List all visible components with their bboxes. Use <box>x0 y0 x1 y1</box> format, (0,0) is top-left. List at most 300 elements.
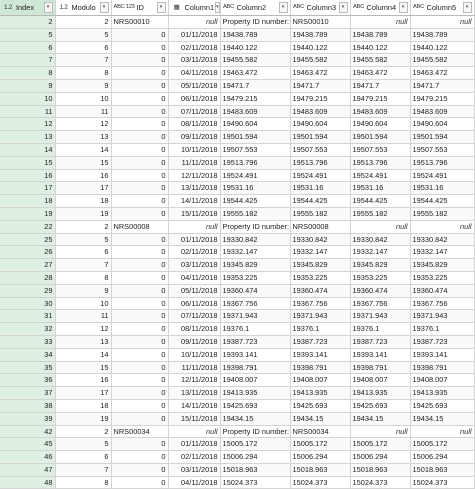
cell-index[interactable]: 6 <box>0 41 55 54</box>
cell-column5[interactable]: 19360.474 <box>410 284 474 297</box>
cell-index[interactable]: 12 <box>0 118 55 131</box>
cell-column4[interactable]: 19483.609 <box>350 105 410 118</box>
cell-column5[interactable]: 19490.604 <box>410 118 474 131</box>
cell-modulo[interactable]: 8 <box>55 476 111 489</box>
cell-column5[interactable]: 19408.007 <box>410 374 474 387</box>
cell-id[interactable]: 0 <box>111 335 168 348</box>
cell-column4[interactable]: 19345.829 <box>350 259 410 272</box>
cell-column3[interactable]: 19434.15 <box>290 412 350 425</box>
cell-column2[interactable]: 19544.425 <box>220 195 290 208</box>
cell-column2[interactable]: 15018.963 <box>220 463 290 476</box>
cell-column4[interactable]: 19393.141 <box>350 348 410 361</box>
cell-column1[interactable]: 10/11/2018 <box>168 348 220 361</box>
cell-modulo[interactable]: 2 <box>55 425 111 438</box>
cell-index[interactable]: 29 <box>0 284 55 297</box>
cell-index[interactable]: 10 <box>0 92 55 105</box>
cell-id[interactable]: NRS00010 <box>111 16 168 29</box>
cell-column1[interactable]: 15/11/2018 <box>168 412 220 425</box>
cell-column3[interactable]: 15018.963 <box>290 463 350 476</box>
cell-column4[interactable]: 19531.16 <box>350 182 410 195</box>
cell-index[interactable]: 37 <box>0 387 55 400</box>
cell-column3[interactable]: 19360.474 <box>290 284 350 297</box>
cell-id[interactable]: NRS00034 <box>111 425 168 438</box>
cell-column4[interactable]: 19376.1 <box>350 323 410 336</box>
cell-column1[interactable]: 07/11/2018 <box>168 105 220 118</box>
cell-index[interactable]: 48 <box>0 476 55 489</box>
cell-column1[interactable]: 06/11/2018 <box>168 297 220 310</box>
cell-column2[interactable]: 19483.609 <box>220 105 290 118</box>
cell-column1[interactable]: 06/11/2018 <box>168 92 220 105</box>
cell-modulo[interactable]: 8 <box>55 271 111 284</box>
cell-column2[interactable]: 19393.141 <box>220 348 290 361</box>
cell-column4[interactable]: 19353.225 <box>350 271 410 284</box>
cell-column1[interactable]: 05/11/2018 <box>168 79 220 92</box>
cell-column2[interactable]: 19455.582 <box>220 54 290 67</box>
cell-column3[interactable]: 19531.16 <box>290 182 350 195</box>
cell-id[interactable]: 0 <box>111 67 168 80</box>
cell-column2[interactable]: 19387.723 <box>220 335 290 348</box>
cell-column2[interactable]: 19398.791 <box>220 361 290 374</box>
cell-column5[interactable]: 15018.963 <box>410 463 474 476</box>
cell-column5[interactable]: 19483.609 <box>410 105 474 118</box>
cell-modulo[interactable]: 13 <box>55 131 111 144</box>
cell-column1[interactable]: 15/11/2018 <box>168 207 220 220</box>
cell-modulo[interactable]: 18 <box>55 399 111 412</box>
cell-column3[interactable]: 15024.373 <box>290 476 350 489</box>
cell-column2[interactable]: 19471.7 <box>220 79 290 92</box>
cell-modulo[interactable]: 18 <box>55 195 111 208</box>
cell-index[interactable]: 16 <box>0 169 55 182</box>
cell-modulo[interactable]: 11 <box>55 105 111 118</box>
cell-column5[interactable]: 19544.425 <box>410 195 474 208</box>
cell-column4[interactable]: null <box>350 425 410 438</box>
cell-id[interactable]: 0 <box>111 361 168 374</box>
cell-column5[interactable]: 19531.16 <box>410 182 474 195</box>
cell-column4[interactable]: 19371.943 <box>350 310 410 323</box>
cell-column1[interactable]: 11/11/2018 <box>168 156 220 169</box>
cell-column2[interactable]: 19367.756 <box>220 297 290 310</box>
cell-column3[interactable]: 19345.829 <box>290 259 350 272</box>
cell-modulo[interactable]: 6 <box>55 246 111 259</box>
cell-modulo[interactable]: 10 <box>55 92 111 105</box>
cell-column2[interactable]: 15005.172 <box>220 438 290 451</box>
cell-column2[interactable]: 19360.474 <box>220 284 290 297</box>
cell-modulo[interactable]: 9 <box>55 284 111 297</box>
cell-column1[interactable]: null <box>168 220 220 233</box>
cell-id[interactable]: 0 <box>111 195 168 208</box>
cell-id[interactable]: 0 <box>111 54 168 67</box>
cell-column2[interactable]: Property ID number: <box>220 425 290 438</box>
cell-column3[interactable]: 19555.182 <box>290 207 350 220</box>
cell-column1[interactable]: 13/11/2018 <box>168 387 220 400</box>
cell-column2[interactable]: 19507.553 <box>220 143 290 156</box>
cell-column2[interactable]: Property ID number: <box>220 16 290 29</box>
cell-column4[interactable]: 19507.553 <box>350 143 410 156</box>
cell-column4[interactable]: 19455.582 <box>350 54 410 67</box>
cell-column2[interactable]: 19353.225 <box>220 271 290 284</box>
cell-index[interactable]: 30 <box>0 297 55 310</box>
cell-column2[interactable]: 15024.373 <box>220 476 290 489</box>
cell-modulo[interactable]: 17 <box>55 387 111 400</box>
cell-column1[interactable]: null <box>168 16 220 29</box>
cell-column4[interactable]: 19434.15 <box>350 412 410 425</box>
filter-dropdown-icon[interactable]: ▾ <box>279 2 288 13</box>
cell-column1[interactable]: 07/11/2018 <box>168 310 220 323</box>
cell-column4[interactable]: 19408.007 <box>350 374 410 387</box>
cell-index[interactable]: 7 <box>0 54 55 67</box>
cell-column5[interactable]: 15024.373 <box>410 476 474 489</box>
column-type-icon[interactable]: ▦ <box>173 4 180 11</box>
column-header-index[interactable] <box>0 0 55 16</box>
cell-index[interactable]: 26 <box>0 246 55 259</box>
cell-column4[interactable]: 19332.147 <box>350 246 410 259</box>
cell-column2[interactable]: Property ID number: <box>220 220 290 233</box>
cell-id[interactable]: 0 <box>111 169 168 182</box>
cell-column5[interactable]: 19413.935 <box>410 387 474 400</box>
cell-column2[interactable]: 19330.842 <box>220 233 290 246</box>
filter-dropdown-icon[interactable]: ▾ <box>339 2 348 13</box>
cell-column4[interactable]: 19360.474 <box>350 284 410 297</box>
cell-column5[interactable]: 19455.582 <box>410 54 474 67</box>
cell-column1[interactable]: 08/11/2018 <box>168 118 220 131</box>
cell-column5[interactable]: 19371.943 <box>410 310 474 323</box>
cell-column2[interactable]: 19376.1 <box>220 323 290 336</box>
cell-column2[interactable]: 19408.007 <box>220 374 290 387</box>
cell-modulo[interactable]: 19 <box>55 412 111 425</box>
cell-index[interactable]: 39 <box>0 412 55 425</box>
cell-column3[interactable]: 19471.7 <box>290 79 350 92</box>
cell-column5[interactable]: 19387.723 <box>410 335 474 348</box>
cell-column5[interactable]: 15005.172 <box>410 438 474 451</box>
cell-modulo[interactable]: 19 <box>55 207 111 220</box>
cell-id[interactable]: 0 <box>111 105 168 118</box>
cell-id[interactable]: 0 <box>111 246 168 259</box>
cell-column3[interactable]: 15005.172 <box>290 438 350 451</box>
column-header-column4[interactable] <box>350 0 410 16</box>
cell-column2[interactable]: 19531.16 <box>220 182 290 195</box>
cell-modulo[interactable]: 7 <box>55 259 111 272</box>
cell-column1[interactable]: 01/11/2018 <box>168 438 220 451</box>
cell-column1[interactable]: 10/11/2018 <box>168 143 220 156</box>
cell-column1[interactable]: 09/11/2018 <box>168 131 220 144</box>
cell-column2[interactable]: 19413.935 <box>220 387 290 400</box>
cell-column4[interactable]: 19367.756 <box>350 297 410 310</box>
cell-column5[interactable]: 19367.756 <box>410 297 474 310</box>
filter-dropdown-icon[interactable]: ▾ <box>157 2 166 13</box>
cell-modulo[interactable]: 12 <box>55 118 111 131</box>
cell-index[interactable]: 22 <box>0 220 55 233</box>
cell-index[interactable]: 14 <box>0 143 55 156</box>
cell-column3[interactable]: 19479.215 <box>290 92 350 105</box>
cell-index[interactable]: 35 <box>0 361 55 374</box>
cell-id[interactable]: 0 <box>111 233 168 246</box>
column-header-column1[interactable] <box>168 0 220 16</box>
cell-id[interactable]: 0 <box>111 118 168 131</box>
cell-index[interactable]: 47 <box>0 463 55 476</box>
cell-id[interactable]: 0 <box>111 438 168 451</box>
cell-id[interactable]: 0 <box>111 348 168 361</box>
cell-column3[interactable]: 19425.693 <box>290 399 350 412</box>
cell-column5[interactable]: 19524.491 <box>410 169 474 182</box>
cell-column1[interactable]: 02/11/2018 <box>168 41 220 54</box>
cell-column5[interactable]: 19513.796 <box>410 156 474 169</box>
cell-column5[interactable]: 19555.182 <box>410 207 474 220</box>
cell-column5[interactable]: 19479.215 <box>410 92 474 105</box>
cell-column3[interactable]: 19408.007 <box>290 374 350 387</box>
cell-id[interactable]: 0 <box>111 156 168 169</box>
filter-dropdown-icon[interactable]: ▾ <box>215 2 220 13</box>
cell-index[interactable]: 9 <box>0 79 55 92</box>
cell-column4[interactable]: 19438.789 <box>350 28 410 41</box>
cell-column3[interactable]: 19332.147 <box>290 246 350 259</box>
cell-id[interactable]: 0 <box>111 143 168 156</box>
cell-column3[interactable]: 19438.789 <box>290 28 350 41</box>
cell-id[interactable]: 0 <box>111 92 168 105</box>
cell-column3[interactable]: NRS00034 <box>290 425 350 438</box>
cell-id[interactable]: 0 <box>111 182 168 195</box>
cell-id[interactable]: 0 <box>111 271 168 284</box>
cell-column5[interactable]: 19330.842 <box>410 233 474 246</box>
cell-column2[interactable]: 19332.147 <box>220 246 290 259</box>
cell-column1[interactable]: 12/11/2018 <box>168 169 220 182</box>
cell-modulo[interactable]: 15 <box>55 156 111 169</box>
cell-modulo[interactable]: 10 <box>55 297 111 310</box>
cell-column1[interactable]: 11/11/2018 <box>168 361 220 374</box>
cell-column4[interactable]: 15005.172 <box>350 438 410 451</box>
cell-column2[interactable]: 19345.829 <box>220 259 290 272</box>
cell-column1[interactable]: 03/11/2018 <box>168 259 220 272</box>
cell-modulo[interactable]: 5 <box>55 438 111 451</box>
filter-dropdown-icon[interactable]: ▾ <box>44 2 53 13</box>
cell-index[interactable]: 33 <box>0 335 55 348</box>
cell-index[interactable]: 2 <box>0 16 55 29</box>
cell-index[interactable]: 34 <box>0 348 55 361</box>
cell-column2[interactable]: 19513.796 <box>220 156 290 169</box>
cell-column4[interactable]: 19463.472 <box>350 67 410 80</box>
column-header-column2[interactable] <box>220 0 290 16</box>
cell-index[interactable]: 11 <box>0 105 55 118</box>
cell-index[interactable]: 38 <box>0 399 55 412</box>
cell-index[interactable]: 31 <box>0 310 55 323</box>
cell-column4[interactable]: 15018.963 <box>350 463 410 476</box>
cell-id[interactable]: 0 <box>111 323 168 336</box>
cell-modulo[interactable]: 16 <box>55 374 111 387</box>
cell-column3[interactable]: 19440.122 <box>290 41 350 54</box>
cell-column2[interactable]: 19490.604 <box>220 118 290 131</box>
cell-column1[interactable]: 02/11/2018 <box>168 451 220 464</box>
cell-index[interactable]: 18 <box>0 195 55 208</box>
cell-column3[interactable]: 19353.225 <box>290 271 350 284</box>
cell-column4[interactable]: 15006.294 <box>350 451 410 464</box>
column-type-icon[interactable]: ABC <box>292 4 305 10</box>
cell-index[interactable]: 45 <box>0 438 55 451</box>
cell-column4[interactable]: 19524.491 <box>350 169 410 182</box>
cell-column5[interactable]: 19471.7 <box>410 79 474 92</box>
cell-column3[interactable]: 19455.582 <box>290 54 350 67</box>
cell-index[interactable]: 25 <box>0 233 55 246</box>
cell-column1[interactable]: 14/11/2018 <box>168 399 220 412</box>
cell-column1[interactable]: 09/11/2018 <box>168 335 220 348</box>
column-header-id[interactable] <box>111 0 168 16</box>
cell-column2[interactable]: 19555.182 <box>220 207 290 220</box>
cell-column3[interactable]: 19524.491 <box>290 169 350 182</box>
column-type-icon[interactable]: ABC <box>412 4 425 10</box>
column-header-column3[interactable] <box>290 0 350 16</box>
cell-column5[interactable]: 19501.594 <box>410 131 474 144</box>
cell-column4[interactable]: 19479.215 <box>350 92 410 105</box>
cell-modulo[interactable]: 13 <box>55 335 111 348</box>
cell-id[interactable]: 0 <box>111 387 168 400</box>
cell-column2[interactable]: 15006.294 <box>220 451 290 464</box>
column-type-icon[interactable]: ABC 123 <box>113 4 135 10</box>
cell-column5[interactable]: 19440.122 <box>410 41 474 54</box>
cell-column5[interactable]: 19345.829 <box>410 259 474 272</box>
cell-index[interactable]: 27 <box>0 259 55 272</box>
cell-column3[interactable]: NRS00010 <box>290 16 350 29</box>
cell-column2[interactable]: 19371.943 <box>220 310 290 323</box>
cell-id[interactable]: 0 <box>111 463 168 476</box>
cell-index[interactable]: 42 <box>0 425 55 438</box>
cell-column3[interactable]: 19483.609 <box>290 105 350 118</box>
cell-id[interactable]: 0 <box>111 476 168 489</box>
cell-modulo[interactable]: 2 <box>55 16 111 29</box>
column-type-icon[interactable]: 1.2 <box>59 4 68 11</box>
cell-column1[interactable]: null <box>168 425 220 438</box>
cell-index[interactable]: 46 <box>0 451 55 464</box>
cell-column4[interactable]: 19513.796 <box>350 156 410 169</box>
cell-column3[interactable]: 19367.756 <box>290 297 350 310</box>
cell-id[interactable]: 0 <box>111 310 168 323</box>
cell-column5[interactable]: 19463.472 <box>410 67 474 80</box>
cell-column3[interactable]: 19490.604 <box>290 118 350 131</box>
cell-column1[interactable]: 02/11/2018 <box>168 246 220 259</box>
column-type-icon[interactable]: ABC <box>222 4 235 10</box>
cell-id[interactable]: 0 <box>111 131 168 144</box>
cell-modulo[interactable]: 17 <box>55 182 111 195</box>
cell-column5[interactable]: null <box>410 16 474 29</box>
cell-column5[interactable]: 19353.225 <box>410 271 474 284</box>
cell-column5[interactable]: 15006.294 <box>410 451 474 464</box>
column-header-column5[interactable] <box>410 0 474 16</box>
cell-index[interactable]: 17 <box>0 182 55 195</box>
filter-dropdown-icon[interactable]: ▾ <box>463 2 472 13</box>
cell-index[interactable]: 28 <box>0 271 55 284</box>
cell-id[interactable]: 0 <box>111 207 168 220</box>
cell-modulo[interactable]: 7 <box>55 54 111 67</box>
cell-column3[interactable]: 19501.594 <box>290 131 350 144</box>
cell-column3[interactable]: NRS00008 <box>290 220 350 233</box>
column-type-icon[interactable]: ABC <box>352 4 365 10</box>
cell-modulo[interactable]: 6 <box>55 451 111 464</box>
cell-modulo[interactable]: 15 <box>55 361 111 374</box>
cell-column4[interactable]: 19440.122 <box>350 41 410 54</box>
cell-id[interactable]: 0 <box>111 297 168 310</box>
cell-modulo[interactable]: 9 <box>55 79 111 92</box>
cell-id[interactable]: 0 <box>111 79 168 92</box>
cell-modulo[interactable]: 14 <box>55 348 111 361</box>
cell-id[interactable]: 0 <box>111 374 168 387</box>
cell-column5[interactable]: 19425.693 <box>410 399 474 412</box>
cell-column1[interactable]: 12/11/2018 <box>168 374 220 387</box>
cell-column5[interactable]: 19438.789 <box>410 28 474 41</box>
cell-column1[interactable]: 13/11/2018 <box>168 182 220 195</box>
cell-column5[interactable]: 19376.1 <box>410 323 474 336</box>
cell-column3[interactable]: 19393.141 <box>290 348 350 361</box>
cell-column3[interactable]: 19387.723 <box>290 335 350 348</box>
cell-column1[interactable]: 05/11/2018 <box>168 284 220 297</box>
cell-index[interactable]: 13 <box>0 131 55 144</box>
cell-modulo[interactable]: 8 <box>55 67 111 80</box>
cell-column3[interactable]: 19463.472 <box>290 67 350 80</box>
cell-column1[interactable]: 14/11/2018 <box>168 195 220 208</box>
cell-index[interactable]: 36 <box>0 374 55 387</box>
cell-column5[interactable]: null <box>410 425 474 438</box>
cell-column4[interactable]: 19501.594 <box>350 131 410 144</box>
cell-column3[interactable]: 19330.842 <box>290 233 350 246</box>
cell-index[interactable]: 32 <box>0 323 55 336</box>
cell-column3[interactable]: 19544.425 <box>290 195 350 208</box>
cell-column4[interactable]: 19398.791 <box>350 361 410 374</box>
cell-column4[interactable]: 15024.373 <box>350 476 410 489</box>
cell-modulo[interactable]: 6 <box>55 41 111 54</box>
cell-column1[interactable]: 01/11/2018 <box>168 233 220 246</box>
cell-column3[interactable]: 15006.294 <box>290 451 350 464</box>
cell-column4[interactable]: 19330.842 <box>350 233 410 246</box>
cell-modulo[interactable]: 16 <box>55 169 111 182</box>
cell-modulo[interactable]: 2 <box>55 220 111 233</box>
cell-column5[interactable]: 19434.15 <box>410 412 474 425</box>
cell-id[interactable]: 0 <box>111 284 168 297</box>
cell-column5[interactable]: 19393.141 <box>410 348 474 361</box>
cell-column2[interactable]: 19479.215 <box>220 92 290 105</box>
cell-column2[interactable]: 19501.594 <box>220 131 290 144</box>
filter-dropdown-icon[interactable]: ▾ <box>399 2 408 13</box>
cell-column1[interactable]: 01/11/2018 <box>168 28 220 41</box>
cell-modulo[interactable]: 14 <box>55 143 111 156</box>
cell-id[interactable]: 0 <box>111 41 168 54</box>
cell-column3[interactable]: 19398.791 <box>290 361 350 374</box>
cell-column4[interactable]: null <box>350 16 410 29</box>
cell-index[interactable]: 15 <box>0 156 55 169</box>
cell-id[interactable]: 0 <box>111 451 168 464</box>
column-type-icon[interactable]: 1.2 <box>4 4 12 11</box>
filter-dropdown-icon[interactable]: ▾ <box>100 2 109 13</box>
cell-column2[interactable]: 19440.122 <box>220 41 290 54</box>
cell-column4[interactable]: 19387.723 <box>350 335 410 348</box>
cell-id[interactable]: 0 <box>111 412 168 425</box>
cell-index[interactable]: 5 <box>0 28 55 41</box>
cell-modulo[interactable]: 7 <box>55 463 111 476</box>
cell-column1[interactable]: 03/11/2018 <box>168 463 220 476</box>
cell-column5[interactable]: 19507.553 <box>410 143 474 156</box>
cell-index[interactable]: 19 <box>0 207 55 220</box>
cell-column4[interactable]: 19490.604 <box>350 118 410 131</box>
cell-column5[interactable]: null <box>410 220 474 233</box>
cell-column1[interactable]: 08/11/2018 <box>168 323 220 336</box>
cell-column4[interactable]: 19555.182 <box>350 207 410 220</box>
cell-column4[interactable]: null <box>350 220 410 233</box>
cell-column1[interactable]: 03/11/2018 <box>168 54 220 67</box>
cell-column5[interactable]: 19398.791 <box>410 361 474 374</box>
column-header-modulo[interactable] <box>55 0 111 16</box>
cell-column2[interactable]: 19425.693 <box>220 399 290 412</box>
cell-modulo[interactable]: 12 <box>55 323 111 336</box>
cell-column4[interactable]: 19425.693 <box>350 399 410 412</box>
cell-column3[interactable]: 19413.935 <box>290 387 350 400</box>
cell-column4[interactable]: 19413.935 <box>350 387 410 400</box>
cell-column1[interactable]: 04/11/2018 <box>168 271 220 284</box>
cell-id[interactable]: 0 <box>111 399 168 412</box>
